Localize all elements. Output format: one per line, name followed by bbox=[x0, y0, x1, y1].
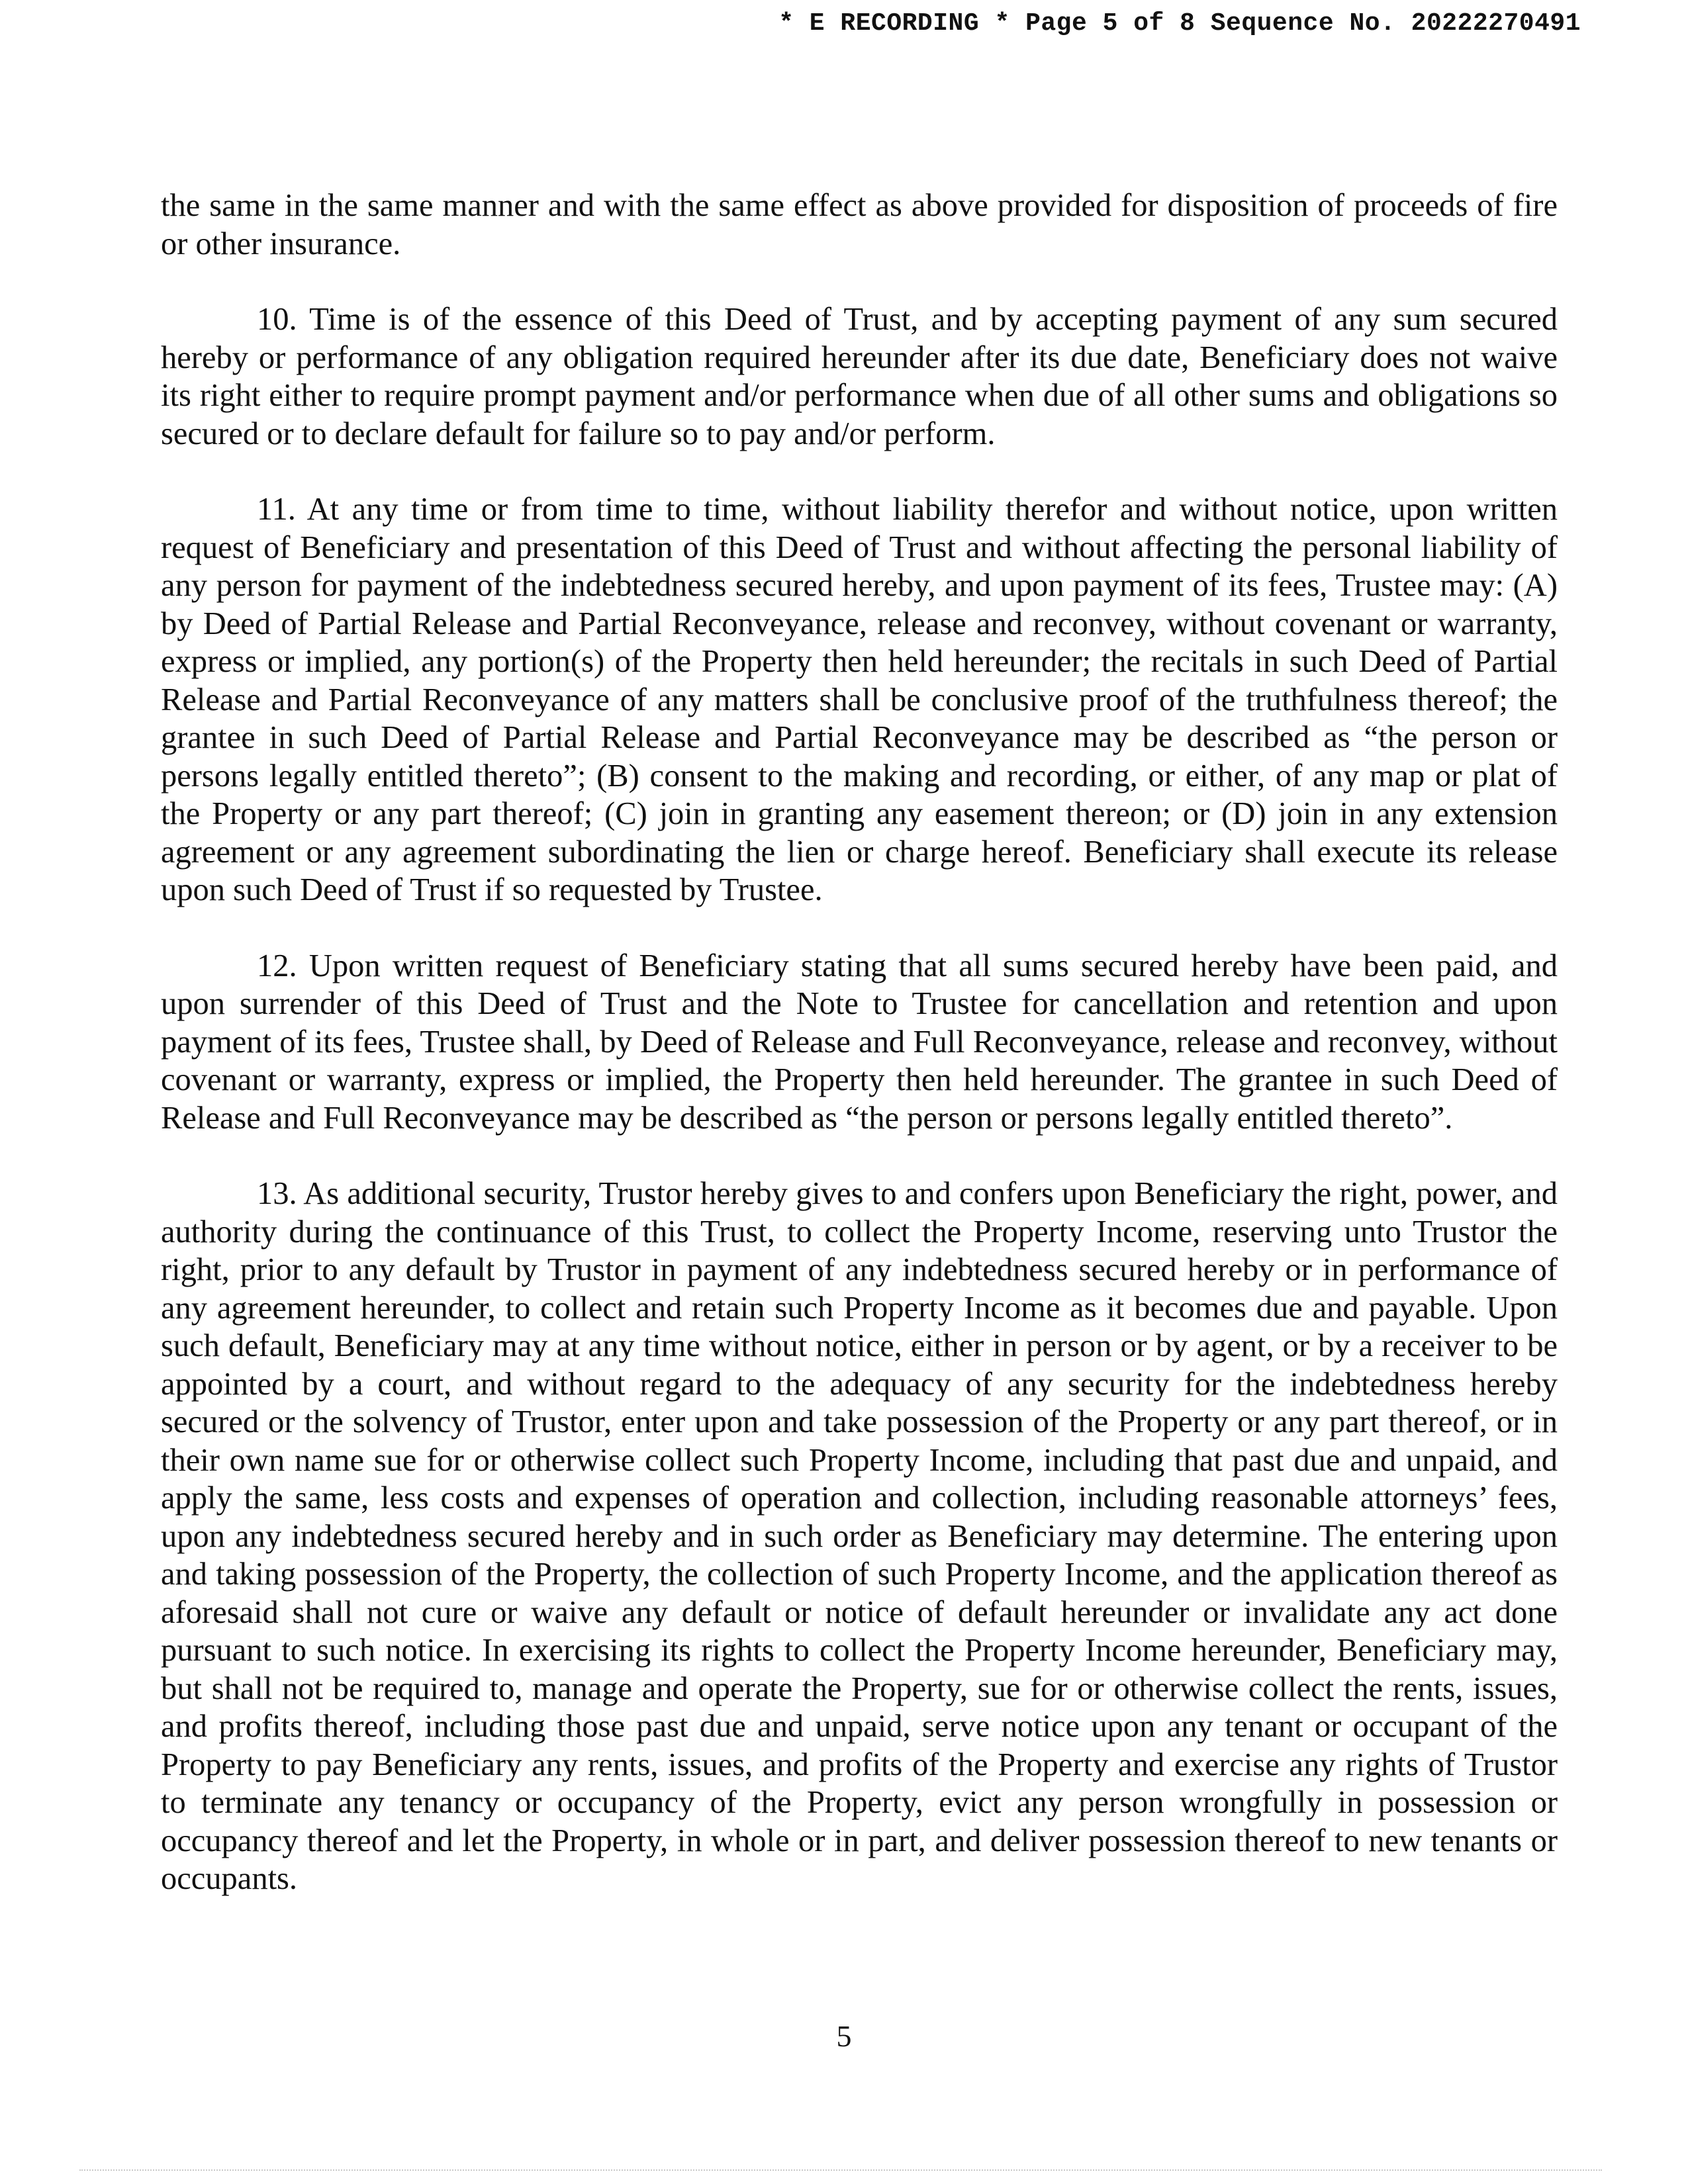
document-body bbox=[161, 187, 1558, 1936]
scan-artifact-line bbox=[79, 2169, 1602, 2171]
paragraph-12: 12. Upon written request of Beneficiary stating that all sums secured hereby have been paid, and upon surrender of this Deed of Trust and the Note to Trustee for cancellation and retention and upon payment of its fees, Trustee shall, by Deed of Release and Full Reconveyance, release and reconvey, without covenant or warranty, express or implied, the Property then held hereunder. The grantee in such Deed of Release and Full Reconveyance may be described as “the person or persons legally entitled thereto”. bbox=[161, 948, 1558, 1136]
paragraph-11: 11. At any time or from time to time, without liability therefor and without notice, upon written request of Beneficiary and presentation of this Deed of Trust and without affecting the personal liability of any person for payment of the indebtedness secured hereby, and upon payment of its fees, Trustee may: (A) by Deed of Partial Release and Partial Reconveyance, release and reconvey, without covenant or warranty, express or implied, any portion(s) of the Property then held hereunder; the recitals in such Deed of Partial Release and Partial Reconveyance of any matters shall be conclusive proof of the truthfulness thereof; the grantee in such Deed of Partial Release and Partial Reconveyance may be described as “the person or persons legally entitled thereto”; (B) consent to the making and recording, or either, of any map or plat of the Property or any part thereof; (C) join in granting any easement thereon; or (D) join in any extension agreement or any agreement subordinating the lien or charge hereof. Beneficiary shall execute its release upon such Deed of Trust if so requested by Trustee. bbox=[161, 492, 1558, 907]
page-number: 5 bbox=[836, 2019, 852, 2053]
paragraph-continuation: the same in the same manner and with the same effect as above provided for disposition of proceeds of fire or other insurance. bbox=[161, 188, 1558, 261]
paragraph-13: 13. As additional security, Trustor hereby gives to and confers upon Beneficiary the right, power, and authority during the continuance of this Trust, to collect the Property Income, reserving unto Trustor the right, prior to any default by Trustor in payment of any indebtedness secured hereby or in performance of any agreement hereunder, to collect and retain such Property Income as it becomes due and payable. Upon such default, Beneficiary may at any time without notice, either in person or by agent, or by a receiver to be appointed by a court, and without regard to the adequacy of any security for the indebtedness hereby secured or the solvency of Trustor, enter upon and take possession of the Property or any part thereof, or in their own name sue for or otherwise collect such Property Income, including that past due and unpaid, and apply the same, less costs and expenses of operation and collection, including reasonable attorneys’ fees, upon any indebtedness secured hereby and in such order as Beneficiary may determine. The entering upon and taking possession of the Property, the collection of such Property Income, and the application thereof as aforesaid shall not cure or waive any default or notice of default hereunder or invalidate any act done pursuant to such notice. In exercising its rights to collect the Property Income hereunder, Beneficiary may, but shall not be required to, manage and operate the Property, sue for or otherwise collect the rents, issues, and profits thereof, including those past due and unpaid, serve notice upon any tenant or occupant of the Property to pay Beneficiary any rents, issues, and profits of the Property and exercise any rights of Trustor to terminate any tenancy or occupancy of the Property, evict any person wrongfully in possession or occupancy thereof and let the Property, in whole or in part, and deliver possession thereof to new tenants or occupants. bbox=[161, 1176, 1558, 1896]
recording-stamp: * E RECORDING * Page 5 of 8 Sequence No. 20222270491 bbox=[778, 9, 1581, 38]
paragraph-10: 10. Time is of the essence of this Deed of Trust, and by accepting payment of any sum secured hereby or performance of any obligation required hereunder after its due date, Beneficiary does not waive its right either to require prompt payment and/or performance when due of all other sums and obligations so secured or to declare default for failure so to pay and/or perform. bbox=[161, 302, 1558, 451]
